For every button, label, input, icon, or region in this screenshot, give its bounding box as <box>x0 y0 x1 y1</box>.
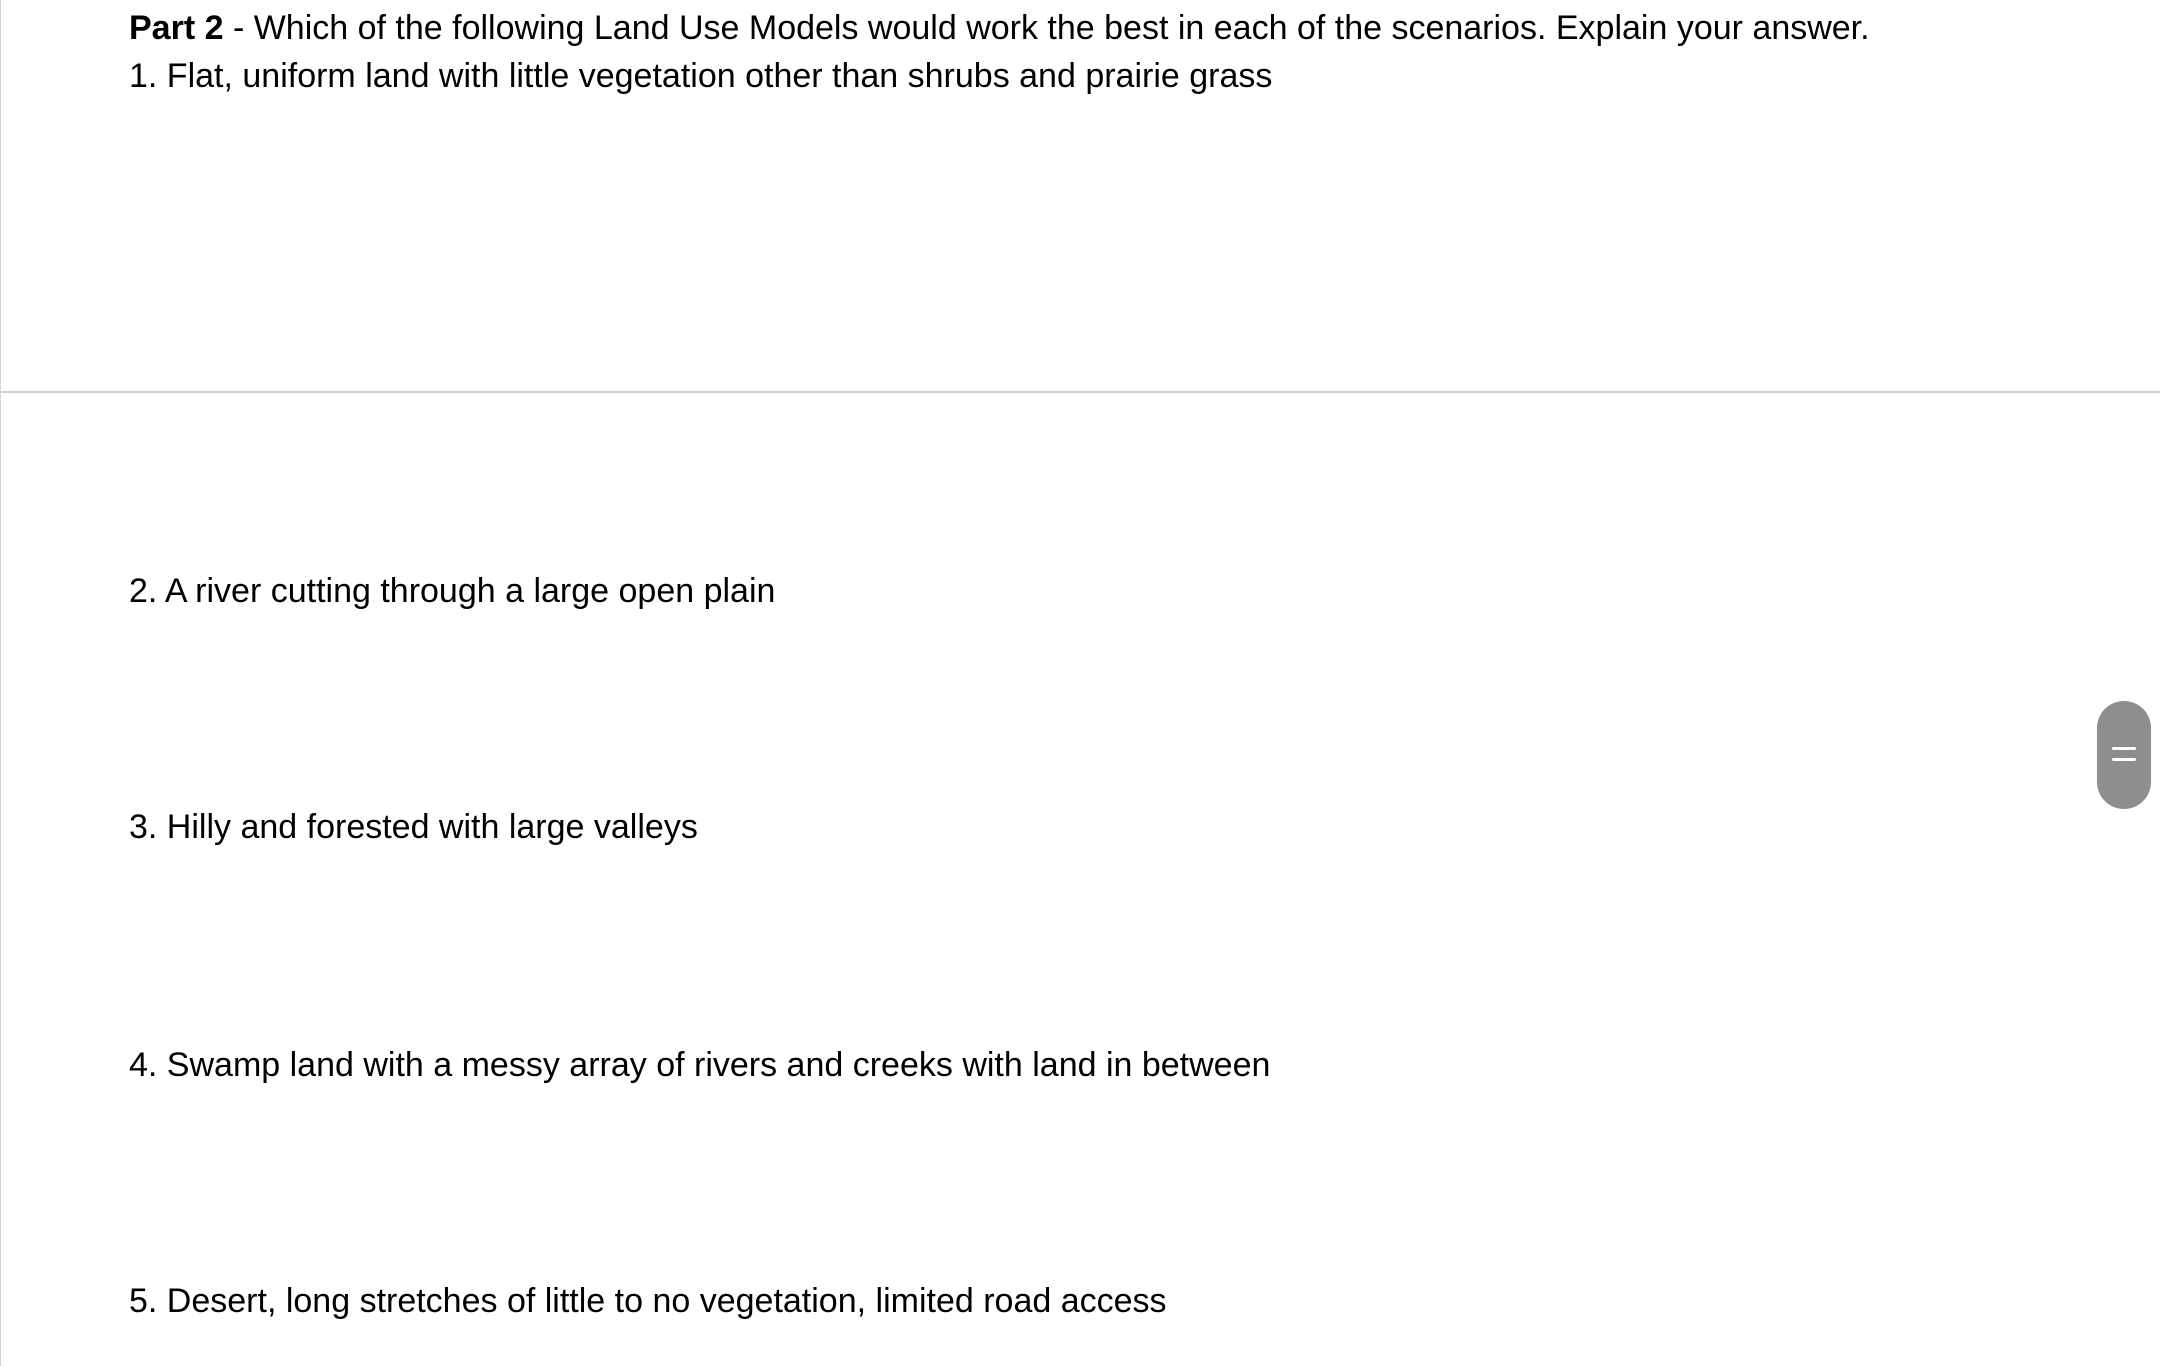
part-heading <box>129 8 1870 48</box>
scroll-handle[interactable] <box>2097 701 2151 809</box>
question-2: 2. A river cutting through a large open plain <box>129 572 776 610</box>
part-heading-label: Part 2 <box>129 9 224 47</box>
grip-lines-icon <box>2112 747 2136 750</box>
question-1: 1. Flat, uniform land with little vegetation other than shrubs and prairie grass <box>129 57 1273 95</box>
part-heading-instructions: - Which of the following Land Use Models would work the best in each of the scenarios. Explain your answer. <box>223 9 1870 47</box>
page-left-edge <box>0 0 1 1366</box>
grip-lines-icon <box>2112 758 2136 761</box>
question-4: 4. Swamp land with a messy array of rivers and creeks with land in between <box>129 1046 1271 1084</box>
page-divider <box>0 391 2160 393</box>
question-3: 3. Hilly and forested with large valleys <box>129 808 698 846</box>
question-5: 5. Desert, long stretches of little to no vegetation, limited road access <box>129 1282 1167 1320</box>
